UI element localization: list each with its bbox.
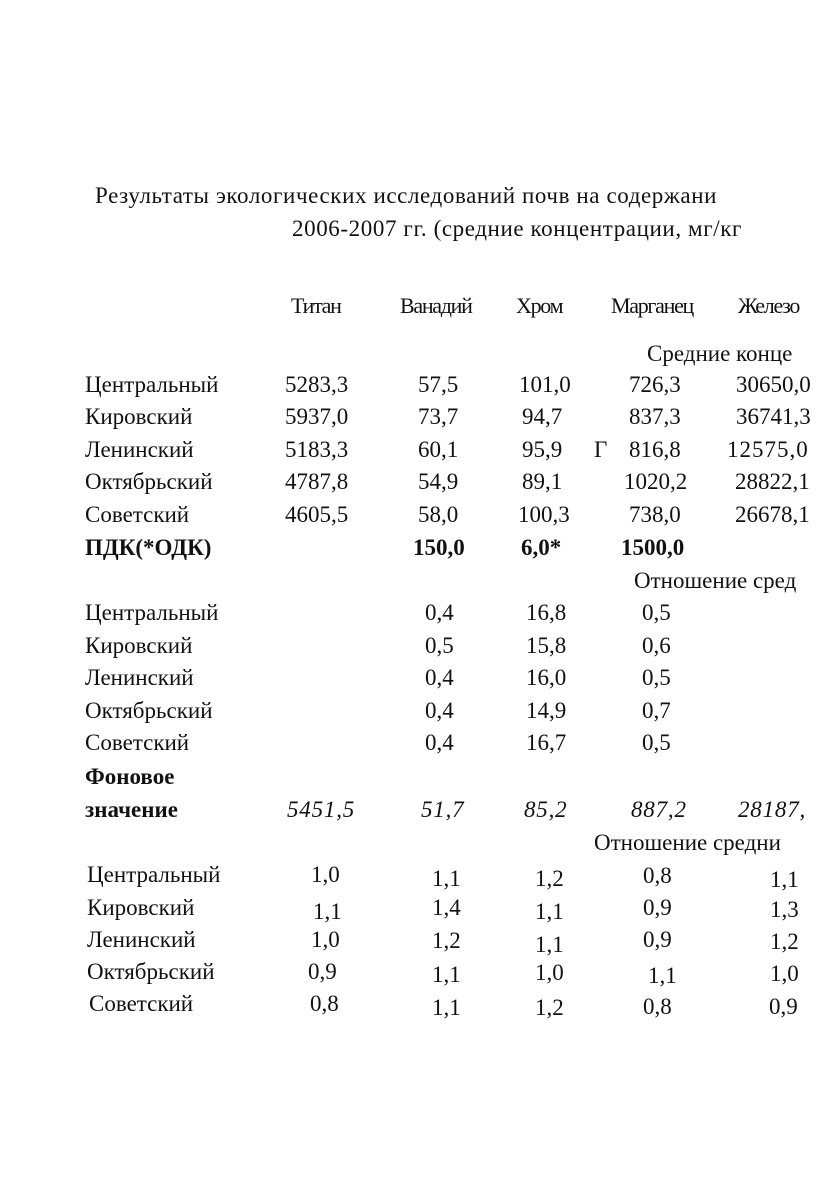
row-label: Центральный <box>87 862 221 887</box>
table-cell: 1,1 <box>535 932 564 957</box>
column-header-titanium: Титан <box>291 293 341 318</box>
table-cell: 1,3 <box>770 897 799 922</box>
pdk-vanadium: 150,0 <box>413 535 465 560</box>
table-cell: 94,7 <box>522 404 563 429</box>
table-cell: 5937,0 <box>285 404 349 429</box>
table-cell: 816,8 <box>629 437 681 462</box>
background-label-line-2: значение <box>85 797 178 822</box>
table-cell: 1,0 <box>770 961 799 986</box>
table-cell: 89,1 <box>522 469 563 494</box>
row-label: Кировский <box>85 404 193 429</box>
table-cell: 1,2 <box>535 995 564 1020</box>
table-cell: 0,8 <box>310 991 339 1016</box>
background-titanium: 5451,5 <box>287 797 356 822</box>
table-cell: 0,9 <box>643 895 672 920</box>
table-cell: 837,3 <box>629 404 681 429</box>
title-line-1: Результаты экологических исследований почв на содержани <box>95 183 718 208</box>
table-cell: 0,8 <box>643 863 672 888</box>
pdk-manganese: 1500,0 <box>621 535 685 560</box>
table-cell: 15,8 <box>526 633 567 658</box>
row-label: Ленинский <box>85 437 194 462</box>
table-cell: 14,9 <box>526 698 567 723</box>
stray-mark: Г <box>594 437 608 462</box>
background-iron: 28187, <box>738 797 807 822</box>
table-cell: 100,3 <box>518 502 570 527</box>
row-label: Кировский <box>85 633 193 658</box>
column-header-manganese: Марганец <box>611 293 694 318</box>
row-label: Центральный <box>85 372 219 397</box>
section-title-average: Средние конце <box>647 341 793 366</box>
row-label: Советский <box>89 991 194 1016</box>
table-cell: 1,2 <box>432 928 461 953</box>
row-label: Октябрьский <box>85 469 213 494</box>
table-cell: 0,8 <box>643 994 672 1019</box>
table-cell: 5283,3 <box>285 372 349 397</box>
table-cell: 60,1 <box>418 437 459 462</box>
table-cell: 0,9 <box>308 959 337 984</box>
table-cell: 73,7 <box>418 404 459 429</box>
table-cell: 28822,1 <box>735 469 810 494</box>
table-cell: 726,3 <box>629 372 681 397</box>
table-cell: 57,5 <box>418 372 459 397</box>
table-cell: 1,1 <box>648 963 677 988</box>
table-cell: 1,1 <box>432 995 461 1020</box>
table-cell: 0,4 <box>425 665 454 690</box>
table-cell: 1,0 <box>535 960 564 985</box>
background-vanadium: 51,7 <box>421 797 465 822</box>
table-cell: 1,0 <box>311 862 340 887</box>
column-header-iron: Железо <box>738 293 800 318</box>
table-cell: 0,4 <box>425 600 454 625</box>
table-cell: 0,5 <box>425 633 454 658</box>
table-cell: 36741,3 <box>736 404 811 429</box>
table-cell: 16,7 <box>526 730 567 755</box>
row-label: Октябрьский <box>85 698 213 723</box>
table-cell: 54,9 <box>418 469 459 494</box>
table-cell: 1,1 <box>770 867 799 892</box>
table-cell: 1,2 <box>770 929 799 954</box>
row-label: Центральный <box>85 600 219 625</box>
section-title-ratio-background: Отношение средни <box>594 830 781 855</box>
background-label-line-1: Фоновое <box>85 764 175 789</box>
background-manganese: 887,2 <box>631 797 687 822</box>
pdk-chromium: 6,0* <box>521 535 562 560</box>
table-cell: 30650,0 <box>736 372 811 397</box>
table-cell: 1,1 <box>313 899 342 924</box>
table-cell: 26678,1 <box>735 502 810 527</box>
table-cell: 1,0 <box>311 927 340 952</box>
row-label: Октябрьский <box>87 959 215 984</box>
table-cell: 1,2 <box>535 866 564 891</box>
row-label: Ленинский <box>87 927 196 952</box>
table-cell: 1,1 <box>535 899 564 924</box>
table-cell: 1020,2 <box>624 469 688 494</box>
table-cell: 1,4 <box>432 895 461 920</box>
table-cell: 16,0 <box>526 665 567 690</box>
row-label: Советский <box>85 502 190 527</box>
table-cell: 0,7 <box>642 698 671 723</box>
table-cell: 12575,0 <box>727 437 809 462</box>
pdk-label: ПДК(*ОДК) <box>85 535 212 560</box>
table-cell: 1,1 <box>432 866 461 891</box>
row-label: Кировский <box>87 895 195 920</box>
table-cell: 101,0 <box>519 372 571 397</box>
title-line-2: 2006-2007 гг. (средние концентрации, мг/кг <box>292 216 743 241</box>
column-header-vanadium: Ванадий <box>400 293 472 318</box>
table-cell: 95,9 <box>522 437 563 462</box>
table-cell: 0,5 <box>642 730 671 755</box>
table-cell: 0,4 <box>425 730 454 755</box>
table-cell: 0,4 <box>425 698 454 723</box>
column-header-chromium: Хром <box>516 293 563 318</box>
table-cell: 0,9 <box>769 994 798 1019</box>
table-cell: 0,5 <box>642 665 671 690</box>
table-cell: 16,8 <box>526 600 567 625</box>
row-label: Советский <box>85 730 190 755</box>
section-title-ratio-pdk: Отношение сред <box>634 568 797 593</box>
table-cell: 738,0 <box>629 502 681 527</box>
table-cell: 5183,3 <box>285 437 349 462</box>
row-label: Ленинский <box>85 665 194 690</box>
table-cell: 0,6 <box>642 633 671 658</box>
table-cell: 58,0 <box>418 502 459 527</box>
table-cell: 4787,8 <box>285 469 349 494</box>
table-cell: 4605,5 <box>285 502 349 527</box>
table-cell: 1,1 <box>432 962 461 987</box>
background-chromium: 85,2 <box>524 797 568 822</box>
table-cell: 0,9 <box>643 927 672 952</box>
table-cell: 0,5 <box>642 600 671 625</box>
